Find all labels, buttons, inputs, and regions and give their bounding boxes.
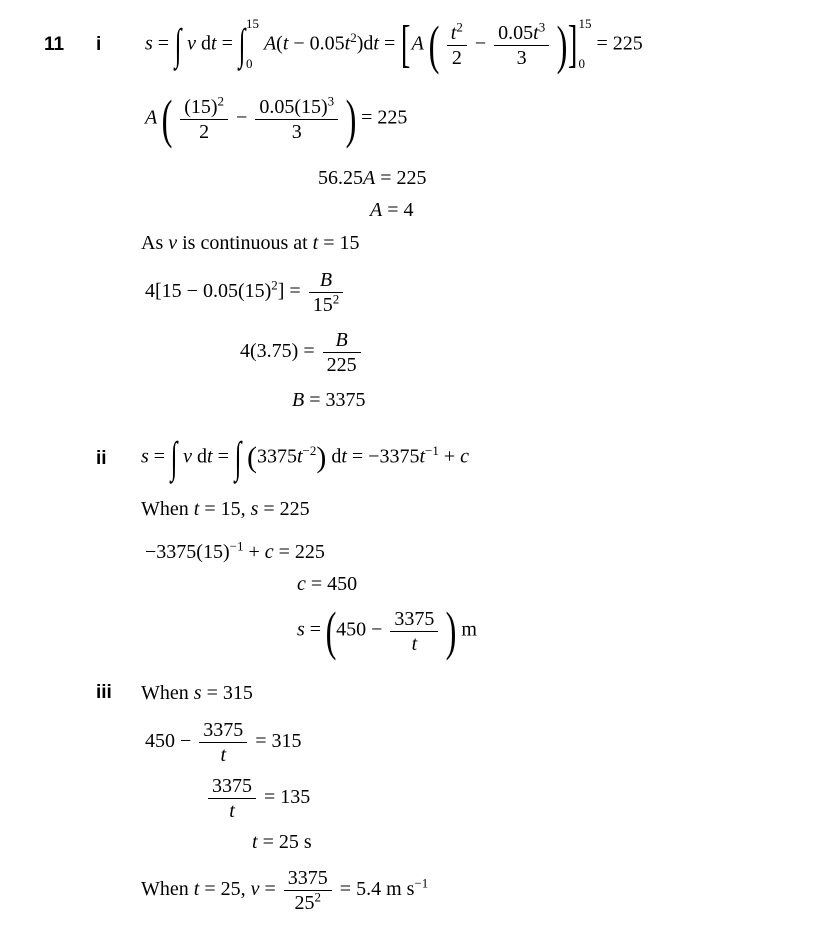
text-when-s315: When s = 315 xyxy=(141,682,253,704)
part-label-ii: ii xyxy=(96,448,107,469)
eq-continuity: $4[15 - 0.05(15)^2]$ = $\frac{B}{15^2}$ xyxy=(145,268,346,317)
part-label-i: i xyxy=(96,34,102,55)
eq-A-equals: A = 4 xyxy=(370,199,414,221)
eq-3-75: 4(3.75) = $\frac{B}{225}$ xyxy=(240,328,364,377)
eq-integral-s: s = ∫ v dt = ∫ 15 0 $A(t - 0.05t^2)dt = [A$ ( $\frac{t^2}{2}$ − $\frac{0.05t^3}{3}$ )] 15 0 = 225 xyxy=(145,15,643,75)
eq-integral-ii: s = ∫ v dt = ∫ $(3375t^{-2})$ dt = $-3375t^{-1} + c$ xyxy=(141,433,470,482)
text-continuous: As v is continuous at t = 15 xyxy=(141,232,360,254)
eq-c-solve: $-3375(15)^{-1} + c = 225$ xyxy=(145,538,325,563)
eq-s-final: s = (450 − $\frac{3375}{t}$ ) m xyxy=(297,601,477,661)
eq-B-equals: B = 3375 xyxy=(292,389,366,411)
eq-56-25: 56.25A = 225 xyxy=(318,167,427,189)
text-when-t15: When t = 15, s = 225 xyxy=(141,498,310,520)
eq-135: $\frac{3375}{t}$ = 135 xyxy=(205,774,310,823)
eq-t-equals: t = 25 s xyxy=(252,831,312,853)
eq-v-final: When t = 25, v = $\frac{3375}{25^2}$ = 5.4 m $s^{-1}$ xyxy=(141,867,429,914)
part-label-iii: iii xyxy=(96,682,112,703)
eq-c-equals: c = 450 xyxy=(297,573,358,595)
eq-450-minus: 450 − $\frac{3375}{t}$ = 315 xyxy=(145,719,302,766)
question-number: 11 xyxy=(44,34,65,55)
s-total-value: 225 xyxy=(612,32,643,55)
eq-substitute-15: A ( $\frac{(15)^2}{2}$ − $\frac{0.05(15)^3}{3}$ ) = 225 xyxy=(145,89,408,149)
